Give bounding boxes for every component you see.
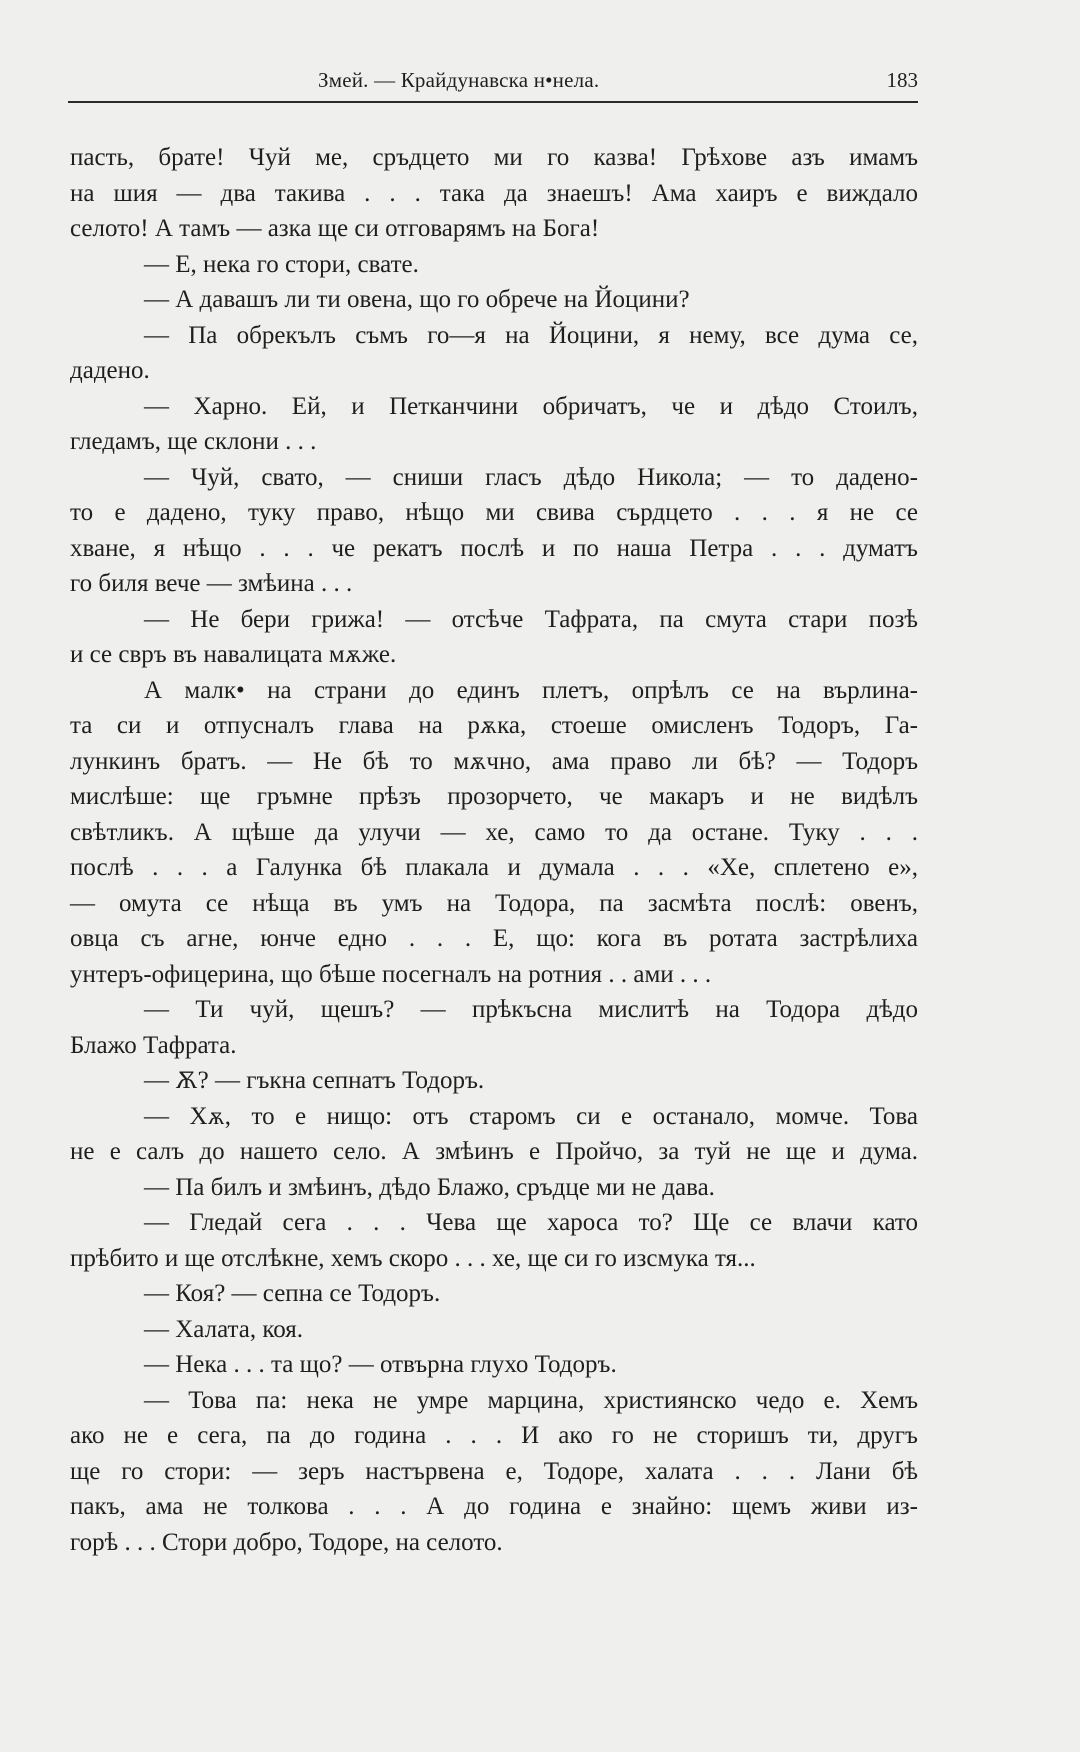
text-line: пакъ, ама не толкова . . . А до година е знайно: щемъ живи из- xyxy=(70,1493,918,1520)
running-head: Змей. — Крайдунавска н•нела. xyxy=(318,68,600,92)
header-rule xyxy=(68,101,918,103)
text-line: А малк• на страни до единъ плетъ, опрѣлъ се на върлина- xyxy=(144,676,918,704)
text-line: — А давашъ ли ти овена, що го обрече на Йоцини? xyxy=(144,286,690,313)
text-line: ще го стори: — зеръ настървена е, Тодоре, халата . . . Лани бѣ xyxy=(70,1457,918,1485)
text-line: — Коя? — сепна се Тодоръ. xyxy=(144,1280,441,1307)
text-line: та си и отпусналъ глава на рѫка, стоеше омисленъ Тодоръ, Га- xyxy=(70,712,918,739)
page-number: 183 xyxy=(886,68,918,92)
text-line: послѣ . . . а Галунка бѣ плакала и думала . . . «Хе, сплетено е», xyxy=(70,854,918,881)
text-line: — Чуй, свато, — сниши гласъ дѣдо Никола; — то дадено- xyxy=(144,463,918,491)
text-line: — Харно. Ей, и Петканчини обричатъ, че и дѣдо Стоилъ, xyxy=(144,392,918,420)
text-line: — Хѫ, то е нищо: отъ старомъ си е останало, момче. Това xyxy=(144,1102,918,1130)
text-line: — Гледай сега . . . Чева ще хароса то? Ще се влачи като xyxy=(144,1209,918,1236)
text-line: — омута се нѣща въ умъ на Тодора, па засмѣта послѣ: овенъ, xyxy=(70,889,918,917)
text-line: лункинъ братъ. — Не бѣ то мѫчно, ама право ли бѣ? — Тодоръ xyxy=(70,747,918,775)
text-line: Блажо Тафрата. xyxy=(70,1031,237,1059)
text-line: гледамъ, ще склони . . . xyxy=(70,428,317,455)
text-line: го биля вече — змѣина . . . xyxy=(70,570,353,597)
text-line: прѣбито и ще отслѣкне, хемъ скоро . . . хе, ще си го изсмука тя... xyxy=(70,1244,756,1272)
text-line: унтеръ-офицерина, що бѣше посегналъ на ротния . . ами . . . xyxy=(70,960,712,988)
text-line: — Не бери грижа! — отсѣче Тафрата, па смута стари позѣ xyxy=(144,605,918,633)
text-line: — Халата, коя. xyxy=(144,1315,304,1343)
text-line: горѣ . . . Стори добро, Тодоре, на селото. xyxy=(70,1528,503,1556)
text-line: и се свръ въ навалицата мѫже. xyxy=(70,641,397,668)
text-line: — Ти чуй, щешъ? — прѣкъсна мислитѣ на Тодора дѣдо xyxy=(144,996,918,1023)
text-line: — Това па: нека не умре марцина, християнско чедо е. Хемъ xyxy=(144,1386,918,1414)
text-line: — Нека . . . та що? — отвърна глухо Тодоръ. xyxy=(144,1351,617,1378)
text-line: свѣтликъ. А щѣше да улучи — хе, само то да остане. Туку . . . xyxy=(70,818,918,846)
body-text xyxy=(70,140,918,1560)
text-line: пасть, брате! Чуй ме, сръдцето ми го казва! Грѣхове азъ имамъ xyxy=(70,144,918,171)
text-line: ако не е сега, па до година . . . И ако го не сторишъ ти, другъ xyxy=(70,1422,918,1449)
text-line: то е дадено, туку право, нѣщо ми свива сърдцето . . . я не се xyxy=(70,499,918,526)
text-line: — Па обрекълъ съмъ го—я на Йоцини, я нему, все дума се, xyxy=(144,321,918,349)
text-line: — Е, нека го стори, свате. xyxy=(144,250,419,278)
text-line: на шия — два такива . . . така да знаешъ! Ама хаиръ е виждало xyxy=(70,179,918,207)
text-line: селото! А тамъ — азка ще си отговарямъ на Бога! xyxy=(70,215,600,242)
text-line: дадено. xyxy=(70,357,150,384)
text-line: мислѣше: ще гръмне прѣзъ прозорчето, че макаръ и не видѣлъ xyxy=(70,783,918,810)
text-line: не е салъ до нашето село. А змѣинъ е Пройчо, за туй не ще и дума. xyxy=(70,1138,918,1165)
text-line: — Ѫ? — гъкна сепнатъ Тодоръ. xyxy=(144,1067,485,1094)
page-header xyxy=(68,60,918,100)
text-line: хване, я нѣщо . . . че рекатъ послѣ и по наша Петра . . . думатъ xyxy=(70,534,918,562)
text-line: овца съ агне, юнче едно . . . Е, що: кога въ ротата застрѣлиха xyxy=(70,925,918,952)
text-line: — Па билъ и змѣинъ, дѣдо Блажо, сръдце ми не дава. xyxy=(144,1173,715,1201)
